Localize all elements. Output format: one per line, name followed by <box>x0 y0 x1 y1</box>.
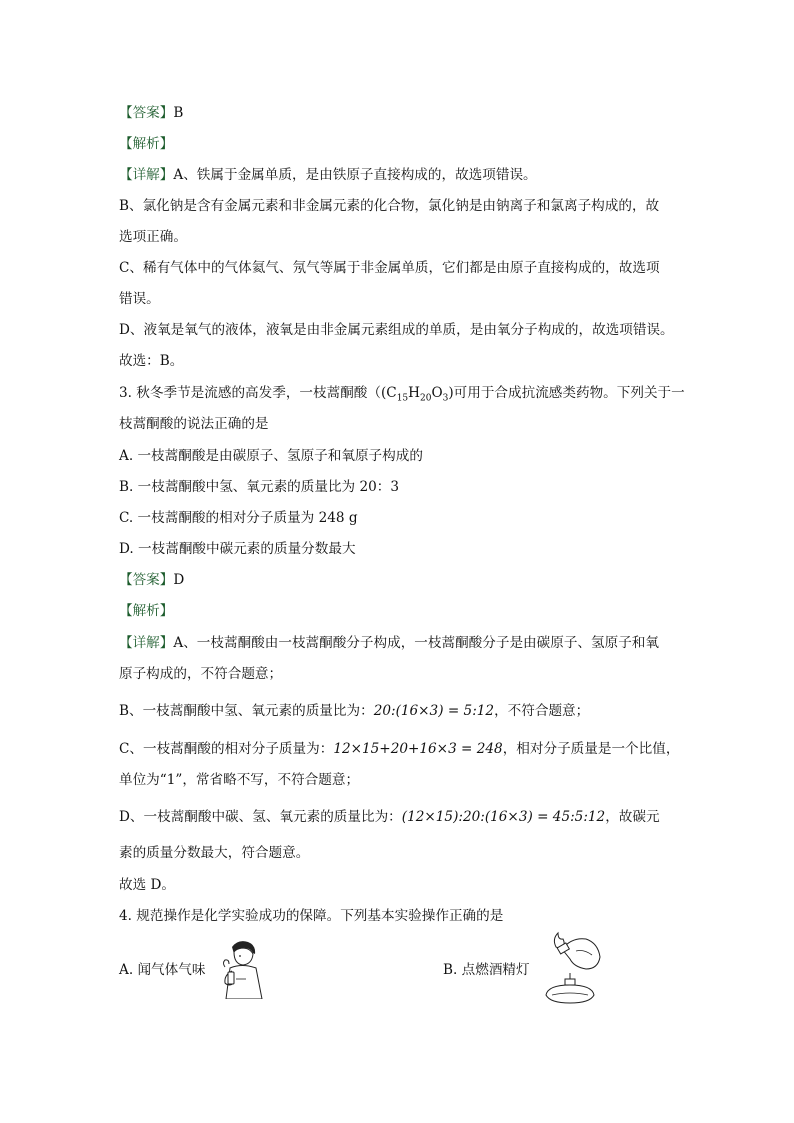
q3-conclusion: 故选 D。 <box>119 877 176 893</box>
q2-detail-line-b: B、氯化钠是含有金属元素和非金属元素的化合物，氯化钠是由钠离子和氯离子构成的，故 <box>119 198 660 214</box>
detail-tag: 【详解】 <box>119 167 174 183</box>
q3-detail-d2: 素的质量分数最大，符合题意。 <box>119 845 310 861</box>
q3-detail-a1: 【详解】A、一枝蒿酮酸由一枝蒿酮酸分子构成，一枝蒿酮酸分子是由碳原子、氢原子和氧 <box>119 635 659 651</box>
q3-stem-line2: 枝蒿酮酸的说法正确的是 <box>119 416 269 432</box>
q3-detail-c2: 单位为“1”，常省略不写，不符合题意； <box>119 772 360 788</box>
q2-detail-line-c: C、稀有气体中的气体氦气、氖气等属于非金属单质，它们都是由原子直接构成的，故选项 <box>119 260 660 276</box>
q2-conclusion: 故选：B。 <box>119 353 184 369</box>
q3-answer-line: 【答案】D <box>119 572 185 588</box>
person-smelling-gas-icon <box>212 937 268 999</box>
q3-stem-line1: 3. 秋冬季节是流感的高发季，一枝蒿酮酸（$(C_{15}H_{20}O_3)$可用于合成抗流感类药物。下列关于一 <box>119 385 685 404</box>
q3-detail-d: D、一枝蒿酮酸中碳、氢、氧元素的质量比为：(12×15):20:(16×3) = 45:5:12，故碳元 <box>119 809 660 825</box>
q2-analysis-tag: 【解析】 <box>119 136 174 152</box>
q2-detail-line-b2: 选项正确。 <box>119 229 187 245</box>
q4-stem: 4. 规范操作是化学实验成功的保障。下列基本实验操作正确的是 <box>119 908 504 924</box>
q3-option-d: D. 一枝蒿酮酸中碳元素的质量分数最大 <box>119 541 356 557</box>
q4-option-b: B. 点燃酒精灯 <box>443 962 530 978</box>
q4-option-a: A. 闻气体气味 <box>119 962 206 978</box>
q2-detail-line-d: D、液氧是氧气的液体，液氧是由非金属元素组成的单质，是由氧分子构成的，故选项错误。 <box>119 322 674 338</box>
q3-detail-a2: 原子构成的，不符合题意； <box>119 666 283 682</box>
formula-c: 12×15+20+16×3 = 248 <box>333 741 503 757</box>
q3-option-c: C. 一枝蒿酮酸的相对分子质量为 248 g <box>119 510 358 526</box>
q3-detail-c: C、一枝蒿酮酸的相对分子质量为：12×15+20+16×3 = 248，相对分子质量是一个比值， <box>119 741 680 757</box>
q2-answer-line <box>119 103 689 123</box>
answer-value: B <box>173 105 184 121</box>
alcohol-lamp-icon <box>534 929 609 1005</box>
q2-detail-line-c2: 错误。 <box>119 291 160 307</box>
formula-d: (12×15):20:(16×3) = 45:5:12 <box>401 809 606 825</box>
formula-b: 20:(16×3) = 5:12 <box>373 703 495 719</box>
answer-tag: 【答案】 <box>119 105 174 121</box>
q3-option-b: B. 一枝蒿酮酸中氢、氧元素的质量比为 20：3 <box>119 479 399 495</box>
q3-detail-b: B、一枝蒿酮酸中氢、氧元素的质量比为：20:(16×3) = 5:12，不符合题意； <box>119 703 590 719</box>
q3-option-a: A. 一枝蒿酮酸是由碳原子、氢原子和氧原子构成的 <box>119 448 423 464</box>
q3-analysis-tag: 【解析】 <box>119 603 174 619</box>
q2-detail-line-a: 【详解】A、铁属于金属单质，是由铁原子直接构成的，故选项错误。 <box>119 167 537 183</box>
